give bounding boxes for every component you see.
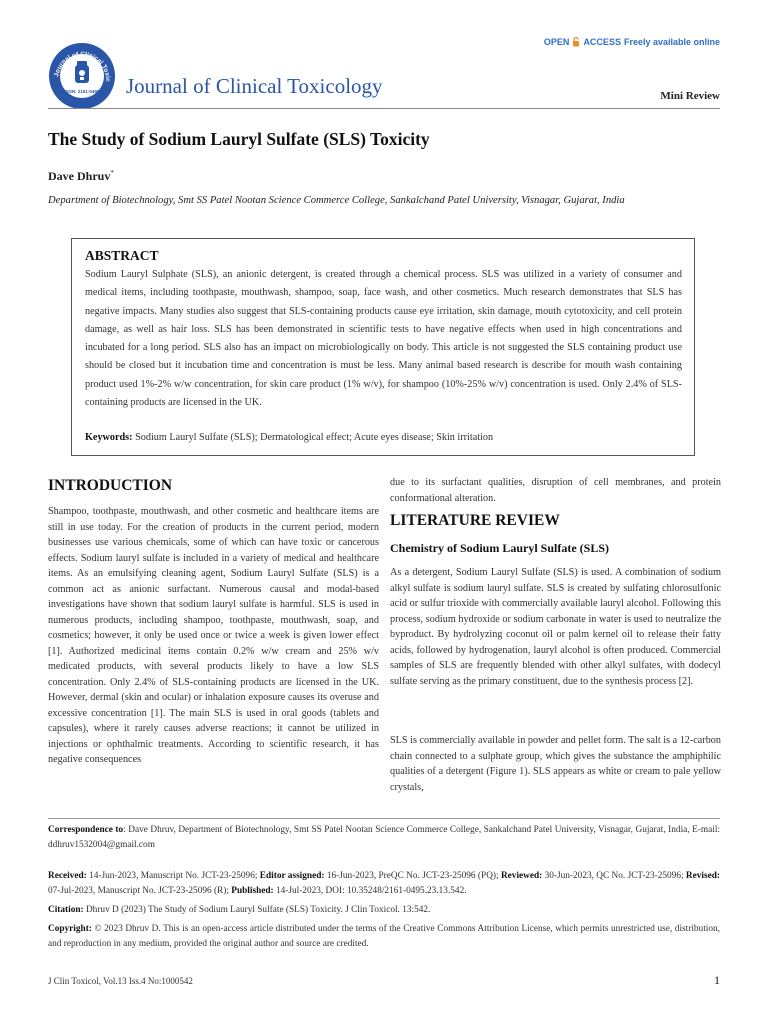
citation bbox=[48, 903, 720, 918]
journal-reference: J Clin Toxicol, Vol.13 Iss.4 No:1000542 bbox=[48, 976, 193, 986]
intro-text: Shampoo, toothpaste, mouthwash, and other cosmetic and healthcare items are still in use today. For the creation of products in the current period, modern businesses use various chemicals, some of which can have toxic or cancerous effects. Sodium lauryl sulfate is included in a variety of medical and healthcare items. As an emulsifying cleaning agent, Sodium Lauryl Sulfate (SLS) is a common act as anionic surfactant. Numerous causal and modal-based investigations have shown that sodium lauryl sulfate is harmful. SLS is used in numerous products, including shampoo, toothpaste, mouthwash, soap, and cosmetics; however, it only be used once or twice a week is given lower effect [1]. Authorized medicinal items contain 0.2% w/w cream and 25% w/v medicated products, with several products likely to have a low SLS concentration. Only 2.4% of SLS-containing products are licensed in the UK. However, dermal (skin and ocular) or inhalation exposure causes its overuse and excessive concentration [1]. The main SLS is used in oral goods (tablets and capsules), where it rarely causes adverse reactions; it cannot be utilized in injections or ophthalmic treatments. According to scientific research, it has negative consequences bbox=[48, 506, 379, 765]
literature-paragraph-2: SLS is commercially available in powder and pellet form. The salt is a 12-carbon chain connected to a sulphate group, which gives the substance the amphiphilic qualities of a detergent (Figure 1). SLS appears as white or cream to pale yellow crystals, bbox=[390, 735, 721, 793]
abstract-heading: ABSTRACT bbox=[85, 248, 159, 263]
reviewed-label: Reviewed: bbox=[500, 871, 543, 881]
journal-logo bbox=[48, 42, 116, 110]
copyright-label: Copyright: bbox=[48, 924, 92, 934]
citation-text: Dhruv D (2023) The Study of Sodium Lauryl Sulfate (SLS) Toxicity. J Clin Toxicol. 13:542. bbox=[85, 905, 431, 915]
open-lock-icon bbox=[572, 37, 580, 47]
keywords bbox=[85, 430, 682, 446]
author-name: Dave Dhruv bbox=[48, 169, 111, 183]
published-label: Published: bbox=[231, 886, 274, 896]
intro-heading: INTRODUCTION bbox=[48, 477, 173, 494]
copyright-text: © 2023 Dhruv D. This is an open-access article distributed under the terms of the Creative Commons Attribution License, which permits unrestricted use, distribution, and reproduction in any medium, provided the original author and source are credited. bbox=[48, 924, 720, 949]
received-label: Received: bbox=[48, 871, 87, 881]
literature-review-heading: LITERATURE REVIEW bbox=[390, 512, 560, 529]
footer-divider bbox=[48, 818, 720, 819]
logo-ring-text: Journal of Clinical Toxic bbox=[53, 50, 112, 82]
journal-logo-icon bbox=[48, 42, 116, 110]
paper-title: The Study of Sodium Lauryl Sulfate (SLS) Toxicity bbox=[48, 129, 430, 149]
abstract-text: Sodium Lauryl Sulphate (SLS), an anionic detergent, is created through a chemical process. SLS was utilized in a variety of consumer and medical items, including toothpaste, mouthwash, shampoo, soap, face wash, and other cosmetics. Much research demonstrates that SLS has negative impacts. Many studies also suggest that SLS-containing products cause eye irritation, skin damage, mouth cytotoxicity, and cell protein damage, as well as hair loss. SLS has been demonstrated in scientific tests to have negative effects when used in high concentrations and incubated for a long period. SLS also has an impact on microbiologically on body. This article is not suggested the SLS containing product use should be closed but it incubation time and concentration is must be less. Many animal based research is describe for mouth wash containing product used 1%-2% w/w concentration, for skin care product (1% w/v), for shampoo (10%-25% w/v) concentration is used. Only 2.4% of SLS-containing products are licensed in the UK. bbox=[85, 269, 682, 409]
keywords-text: Sodium Lauryl Sulfate (SLS); Dermatological effect; Acute eyes disease; Skin irritation bbox=[135, 432, 494, 443]
history-dates bbox=[48, 869, 720, 899]
open-access-access: ACCESS bbox=[583, 37, 621, 47]
journal-title: Journal of Clinical Toxicology bbox=[126, 74, 383, 98]
chemistry-subheading: Chemistry of Sodium Lauryl Sulfate (SLS) bbox=[390, 541, 610, 555]
published-text: 14-Jul-2023, DOI: 10.35248/2161-0495.23.13.542. bbox=[275, 886, 467, 896]
open-access-badge bbox=[544, 37, 720, 47]
logo-issn: ISSN: 2161-0495 bbox=[64, 89, 100, 94]
author-mark: * bbox=[110, 169, 114, 177]
reviewed-text: 30-Jun-2023, QC No. JCT-23-25096; bbox=[544, 871, 684, 881]
open-access-open: OPEN bbox=[543, 37, 570, 47]
article-type: Mini Review bbox=[660, 90, 720, 102]
right-column-continuation: due to its surfactant qualities, disruption of cell membranes, and protein conformational alteration. bbox=[390, 477, 721, 504]
page-number: 1 bbox=[714, 973, 720, 987]
correspondence-text: : Dave Dhruv, Department of Biotechnology, Smt SS Patel Nootan Science Commerce College, Sankalchand Patel University, Visnagar, Gujarat, India, E-mail: ddhruv1532004@gmail.com bbox=[48, 825, 720, 850]
keywords-label: Keywords: bbox=[85, 432, 133, 443]
literature-paragraph-1: As a detergent, Sodium Lauryl Sulfate (SLS) is used. A combination of sodium alkyl sulfate is sodium lauryl sulfate. SLS is created by sulfating chlorosulfonic acid or sulfur trioxide with commercially available lauryl alcohol. Following this process, sodium hydroxide or sodium carbonate in water is used to neutralize the byproduct. By hydrolyzing coconut oil or palm kernel oil to release their fatty acids, followed by hydrogenation, lauryl alcohol is often produced. Commercial samples of SLS are frequently blended with other alkyl sulfates, with dodecyl sulfate serving as the primary constituent, due to the synthesis process [2]. bbox=[390, 567, 721, 687]
citation-label: Citation: bbox=[48, 905, 84, 915]
correspondence bbox=[48, 823, 720, 853]
copyright bbox=[48, 922, 720, 952]
open-access-tail: Freely available online bbox=[623, 37, 720, 47]
revised-text: 07-Jul-2023, Manuscript No. JCT-23-25096 (R); bbox=[48, 886, 229, 896]
header-divider bbox=[48, 108, 720, 109]
received-text: 14-Jun-2023, Manuscript No. JCT-23-25096; bbox=[89, 871, 258, 881]
editor-label: Editor assigned: bbox=[259, 871, 325, 881]
affiliation: Department of Biotechnology, Smt SS Patel Nootan Science Commerce College, Sankalchand Patel University, Visnagar, Gujarat, India bbox=[48, 195, 625, 206]
correspondence-label: Correspondence to bbox=[48, 825, 124, 835]
revised-label: Revised: bbox=[685, 871, 721, 881]
author bbox=[48, 169, 114, 184]
editor-text: 16-Jun-2023, PreQC No. JCT-23-25096 (PQ); bbox=[326, 871, 499, 881]
